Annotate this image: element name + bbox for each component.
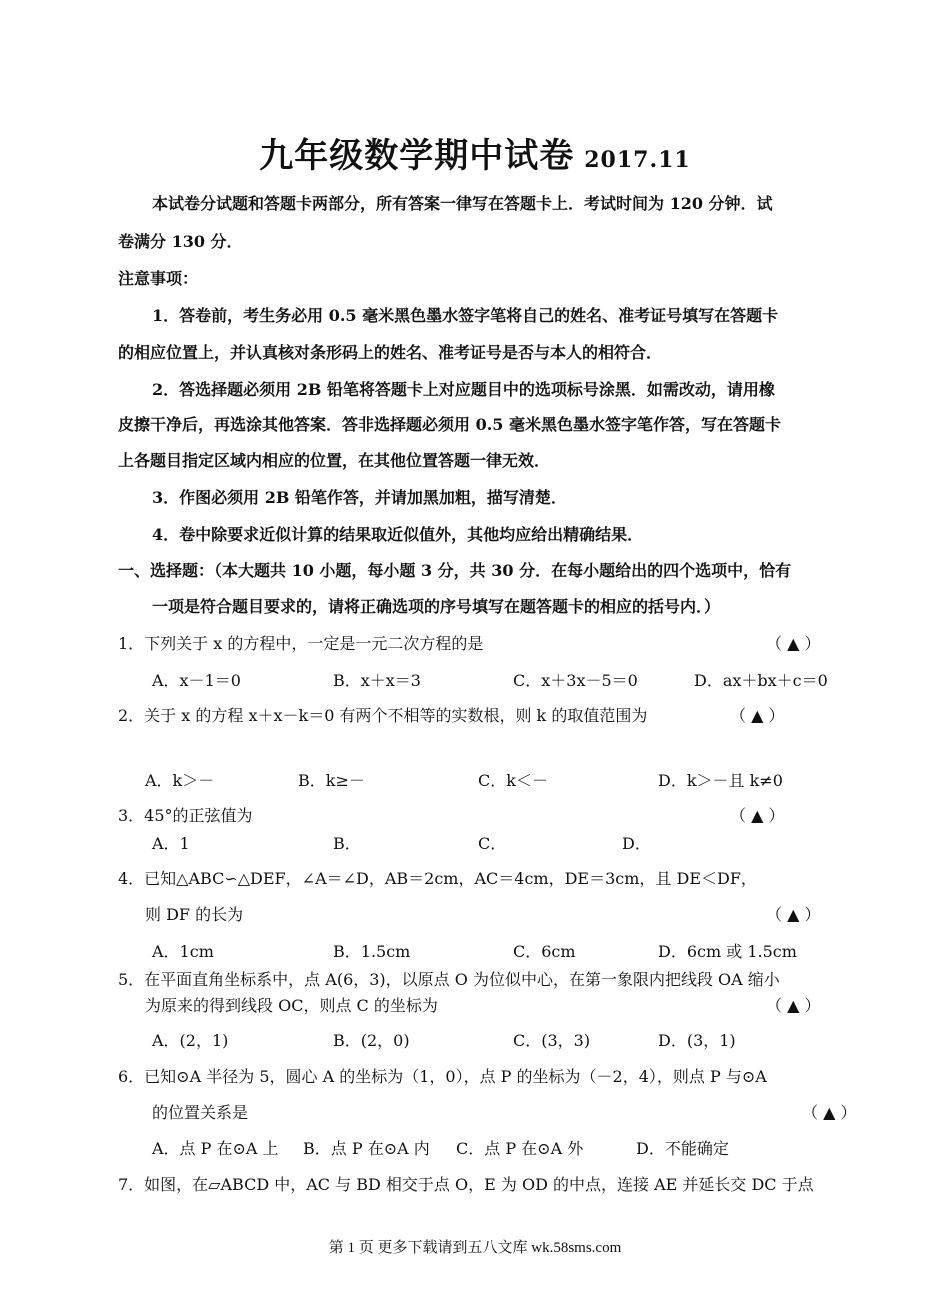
- q2-option-b: B．k≥－: [298, 771, 365, 790]
- note-2-line-3: 上各题目指定区域内相应的位置，在其他位置答题一律无效．: [118, 451, 551, 470]
- answer-mark-1: （ ▲ ）: [766, 634, 821, 653]
- question-6-stem: 6．已知⊙A 半径为 5，圆心 A 的坐标为（1，0），点 P 的坐标为（－2，4），则点 P 与⊙A: [118, 1067, 767, 1086]
- q1-option-b: B．x＋x＝3: [333, 671, 421, 690]
- note-2-line-1: 2．答选择题必须用 2B 铅笔将答题卡上对应题目中的选项标号涂黑．如需改动，请用橡: [152, 380, 775, 399]
- note-2-line-2: 皮擦干净后，再选涂其他答案．答非选择题必须用 0.5 毫米黑色墨水签字笔作答，写在答题卡: [118, 415, 781, 434]
- page-title: [0, 128, 950, 177]
- question-3-stem: 3．45°的正弦值为: [118, 806, 253, 825]
- intro-line-1: 本试卷分试题和答题卡两部分，所有答案一律写在答题卡上．考试时间为 120 分钟．试: [152, 194, 773, 213]
- q5-option-d: D．(3，1): [658, 1031, 736, 1050]
- q5-option-c: C．(3，3): [513, 1031, 591, 1050]
- q1-option-d: D．ax＋bx＋c＝0: [694, 671, 828, 690]
- q4-option-c: C．6cm: [513, 942, 576, 961]
- section-heading-line-2: 一项是符合题目要求的，请将正确选项的序号填写在题答题卡的相应的括号内．）: [152, 597, 721, 616]
- q4-option-a: A．1cm: [152, 942, 214, 961]
- q4-option-b: B．1.5cm: [333, 942, 411, 961]
- question-7-stem: 7．如图，在▱ABCD 中，AC 与 BD 相交于点 O，E 为 OD 的中点，连接 AE 并延长交 DC 于点: [118, 1175, 814, 1194]
- notes-heading: 注意事项：: [118, 269, 199, 288]
- question-5-stem: 5．在平面直角坐标系中，点 A(6，3)，以原点 O 为位似中心，在第一象限内把线段 OA 缩小: [118, 970, 780, 989]
- page-footer: 第 1 页 更多下载请到五八文库 wk.58sms.com: [328, 1240, 622, 1256]
- answer-mark-3: （ ▲ ）: [730, 806, 785, 825]
- question-2-stem: 2．关于 x 的方程 x＋x－k＝0 有两个不相等的实数根，则 k 的取值范围为: [118, 706, 648, 725]
- note-1-line-2: 的相应位置上，并认真核对条形码上的姓名、准考证号是否与本人的相符合．: [118, 343, 663, 362]
- answer-mark-5: （ ▲ ）: [766, 996, 821, 1015]
- q3-option-b: B．: [333, 834, 361, 853]
- note-1-line-1: 1．答卷前，考生务必用 0.5 毫米黑色墨水签字笔将自己的姓名、准考证号填写在答题卡: [152, 306, 779, 325]
- question-4-stem-2: 则 DF 的长为: [145, 905, 244, 924]
- note-4: 4．卷中除要求近似计算的结果取近似值外，其他均应给出精确结果．: [152, 525, 644, 544]
- question-6-stem-2: 的位置关系是: [152, 1103, 249, 1122]
- note-3: 3．作图必须用 2B 铅笔作答，并请加黑加粗，描写清楚．: [152, 488, 567, 507]
- q6-option-b: B．点 P 在⊙A 内: [303, 1139, 430, 1158]
- question-1-stem: 1．下列关于 x 的方程中，一定是一元二次方程的是: [118, 634, 484, 653]
- q6-option-a: A．点 P 在⊙A 上: [152, 1139, 279, 1158]
- question-5-stem-2: 为原来的得到线段 OC，则点 C 的坐标为: [145, 996, 438, 1015]
- q5-option-a: A．(2，1): [152, 1031, 229, 1050]
- answer-mark-4: （ ▲ ）: [766, 905, 821, 924]
- q1-option-a: A．x－1＝0: [152, 671, 241, 690]
- question-4-stem: 4．已知△ABC∽△DEF，∠A＝∠D，AB＝2cm，AC＝4cm，DE＝3cm，且 DE＜DF，: [118, 869, 757, 888]
- title-text: 九年级数学期中试卷: [259, 136, 575, 176]
- q3-option-c: C．: [478, 834, 507, 853]
- title-year: 2017.11: [584, 147, 691, 173]
- q6-option-d: D．不能确定: [636, 1139, 729, 1158]
- q6-option-c: C．点 P 在⊙A 外: [456, 1139, 584, 1158]
- answer-mark-2: （ ▲ ）: [730, 706, 785, 725]
- q2-option-a: A．k＞－: [145, 771, 215, 790]
- intro-line-2: 卷满分 130 分．: [118, 232, 243, 251]
- section-heading-line-1: 一、选择题：（本大题共 10 小题，每小题 3 分，共 30 分．在每小题给出的四个选项中，恰有: [118, 561, 792, 580]
- q1-option-c: C．x＋3x－5＝0: [513, 671, 638, 690]
- answer-mark-6: （ ▲ ）: [802, 1103, 857, 1122]
- q3-option-d: D．: [622, 834, 651, 853]
- q3-option-a: A．1: [152, 834, 190, 853]
- q4-option-d: D．6cm 或 1.5cm: [658, 942, 797, 961]
- q5-option-b: B．(2，0): [333, 1031, 410, 1050]
- q2-option-d: D．k＞－且 k≠0: [658, 771, 783, 790]
- q2-option-c: C．k＜－: [478, 771, 548, 790]
